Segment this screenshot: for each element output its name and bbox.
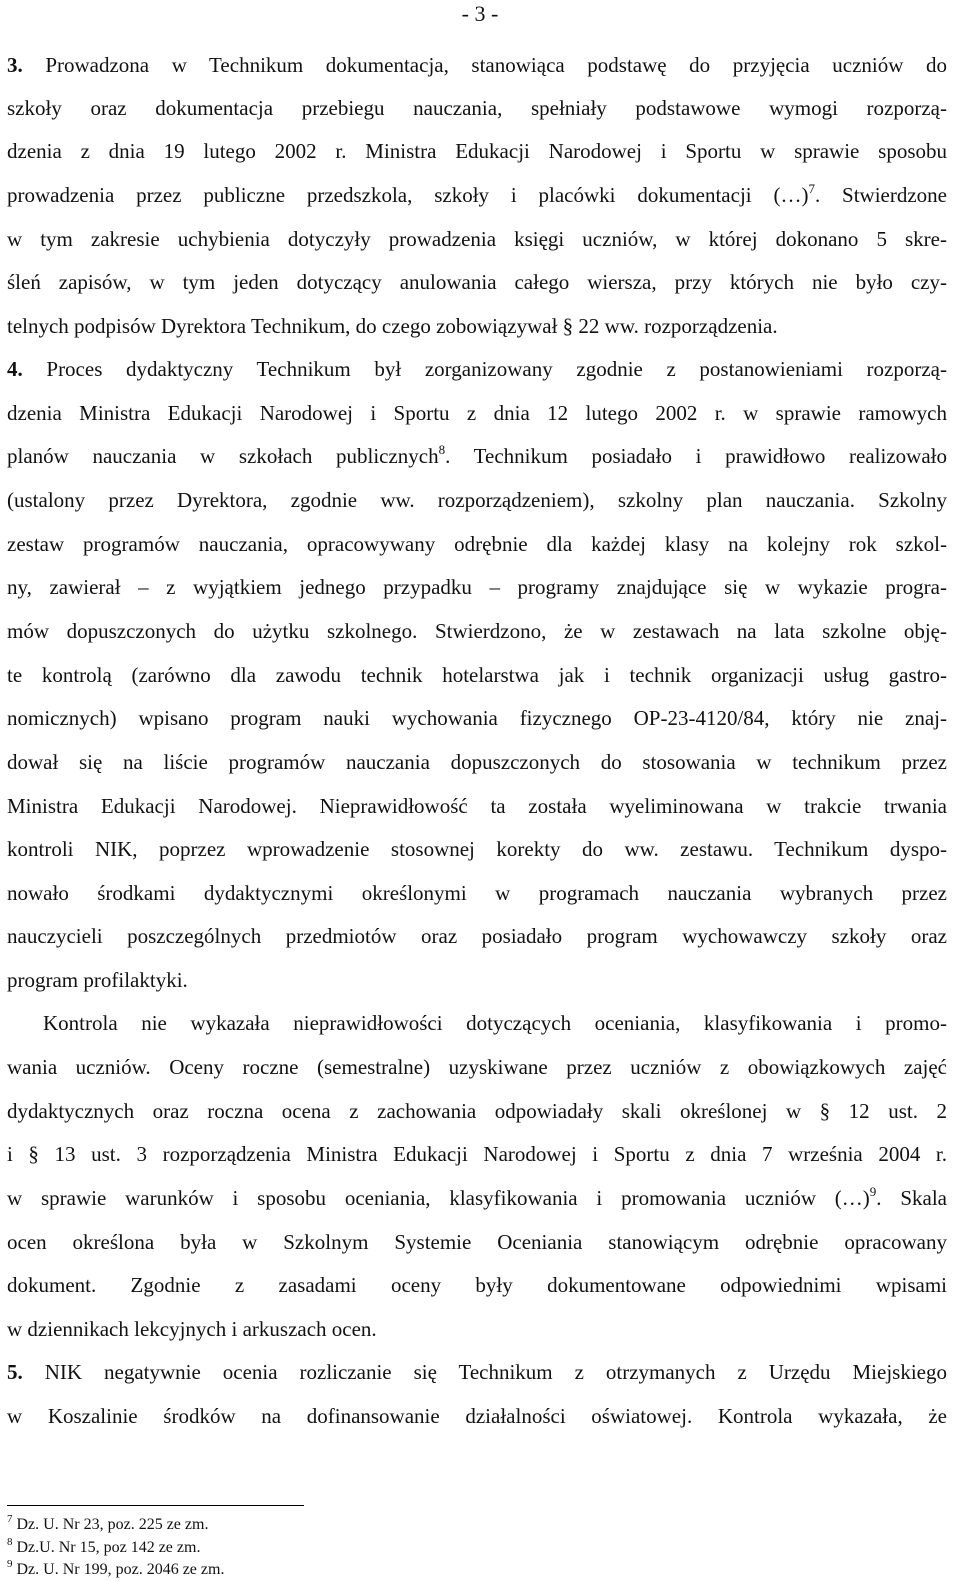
footnote-separator [7,1505,304,1506]
line-text: Proces dydaktyczny Technikum był zorganizowany zgodnie z postanowieniami rozporzą- [22,357,947,381]
text-line [43,1008,947,1038]
text-line [7,311,947,341]
footnote-reference: 7 [808,181,815,196]
text-line [7,921,947,951]
line-text: dydaktycznych oraz roczna ocena z zachowania odpowiadały skali określonej w § 12 ust. 2 [7,1099,947,1123]
line-text-continued: . Skala [876,1186,948,1210]
line-text: ny, zawierał – z wyjątkiem jednego przypadku – programy znajdujące się w wykazie progra- [7,575,947,599]
line-text: (ustalony przez Dyrektora, zgodnie ww. rozporządzeniem), szkolny plan nauczania. Szkolny [7,488,947,512]
line-text: szkoły oraz dokumentacja przebiegu nauczania, spełniały podstawowe wymogi rozporzą- [7,96,947,120]
line-text: NIK negatywnie ocenia rozliczanie się Technikum z otrzymanych z Urzędu Miejskiego [22,1360,947,1384]
line-text: te kontrolą (zarówno dla zawodu technik hotelarstwa jak i technik organizacji usług gastro- [7,663,947,687]
text-line [7,224,947,254]
line-text: w dziennikach lekcyjnych i arkuszach ocen. [7,1317,377,1341]
text-line [7,1139,947,1169]
text-line [7,1357,947,1387]
text-line [7,878,947,908]
page-number: - 3 - [461,1,499,26]
text-line [7,791,947,821]
text-line [7,1227,947,1257]
line-text: w sprawie warunków i sposobu oceniania, klasyfikowania i promowania uczniów (…) [7,1186,870,1210]
text-line [7,50,947,80]
line-text: nauczycieli poszczególnych przedmiotów oraz posiadało program wychowawczy szkoły oraz [7,924,947,948]
line-text: ocen określona była w Szkolnym Systemie Oceniania stanowiącym odrębnie opracowany [7,1230,947,1254]
text-line [7,703,947,733]
line-text: nomicznych) wpisano program nauki wychowania fizycznego OP-23-4120/84, który nie znaj- [7,706,947,730]
line-text: kontroli NIK, poprzez wprowadzenie stosownej korekty do ww. zestawu. Technikum dyspo- [7,837,947,861]
line-text: zestaw programów nauczania, opracowywany odrębnie dla każdej klasy na kolejny rok szkol- [7,532,947,556]
footnote-text: Dz. U. Nr 199, poz. 2046 ze zm. [12,1561,225,1578]
text-line [7,1270,947,1300]
line-text: dzenia Ministra Edukacji Narodowej i Sportu z dnia 12 lutego 2002 r. w sprawie ramowych [7,401,947,425]
section-number: 5. [7,1360,23,1384]
text-line [7,136,947,166]
text-line [7,441,947,471]
line-text: Ministra Edukacji Narodowej. Nieprawidłowość ta została wyeliminowana w trakcie trwania [7,794,947,818]
text-line [7,180,947,210]
section-number: 3. [7,53,23,77]
section-number: 4. [7,357,23,381]
text-line [7,660,947,690]
text-line [7,1401,947,1431]
line-text: śleń zapisów, w tym jeden dotyczący anulowania całego wiersza, przy których nie było czy- [7,270,947,294]
text-line [7,834,947,864]
text-line [7,1183,947,1213]
line-text: program profilaktyki. [7,968,188,992]
line-text: Kontrola nie wykazała nieprawidłowości dotyczących oceniania, klasyfikowania i promo- [43,1011,947,1035]
line-text: mów dopuszczonych do użytku szkolnego. Stwierdzono, że w zestawach na lata szkolne obję- [7,619,947,643]
text-line [7,747,947,777]
footnote-number: 9 [7,1558,13,1570]
footnote [7,1560,224,1580]
text-line [7,965,947,995]
text-line [7,398,947,428]
line-text: dzenia z dnia 19 lutego 2002 r. Ministra Edukacji Narodowej i Sportu w sprawie sposobu [7,139,947,163]
line-text: Prowadzona w Technikum dokumentacja, stanowiąca podstawę do przyjęcia uczniów do [22,53,947,77]
line-text-continued: . Technikum posiadało i prawidłowo realizowało [445,444,947,468]
footnote-number: 8 [7,1536,13,1548]
text-line [7,93,947,123]
line-text: planów nauczania w szkołach publicznych [7,444,439,468]
footnote-text: Dz.U. Nr 15, poz 142 ze zm. [12,1539,201,1556]
line-text: dokument. Zgodnie z zasadami oceny były dokumentowane odpowiednimi wpisami [7,1273,947,1297]
line-text: wania uczniów. Oceny roczne (semestralne) uzyskiwane przez uczniów z obowiązkowych zajęć [7,1055,947,1079]
text-line [7,1314,947,1344]
text-line [7,1096,947,1126]
footnote-number: 7 [7,1513,13,1525]
line-text-continued: . Stwierdzone [814,183,947,207]
footnote-reference: 9 [869,1184,877,1199]
line-text: prowadzenia przez publiczne przedszkola, szkoły i placówki dokumentacji (…) [7,183,809,207]
line-text: nowało środkami dydaktycznymi określonymi w programach nauczania wybranych przez [7,881,947,905]
footnote-reference: 8 [438,442,446,457]
text-line [7,267,947,297]
line-text: telnych podpisów Dyrektora Technikum, do czego zobowiązywał § 22 ww. rozporządzenia. [7,314,778,338]
text-line [7,529,947,559]
line-text: w Koszalinie środków na dofinansowanie działalności oświatowej. Kontrola wykazała, że [7,1404,947,1428]
line-text: dował się na liście programów nauczania dopuszczonych do stosowania w technikum przez [7,750,947,774]
line-text: i § 13 ust. 3 rozporządzenia Ministra Edukacji Narodowej i Sportu z dnia 7 września 2004 r. [7,1142,947,1166]
text-line [7,485,947,515]
footnote [7,1538,200,1558]
text-line [7,1052,947,1082]
text-line [7,572,947,602]
footnote [7,1515,208,1535]
text-line [7,616,947,646]
line-text: w tym zakresie uchybienia dotyczyły prowadzenia księgi uczniów, w której dokonano 5 skre- [7,227,947,251]
text-line [7,354,947,384]
footnote-text: Dz. U. Nr 23, poz. 225 ze zm. [12,1516,209,1533]
